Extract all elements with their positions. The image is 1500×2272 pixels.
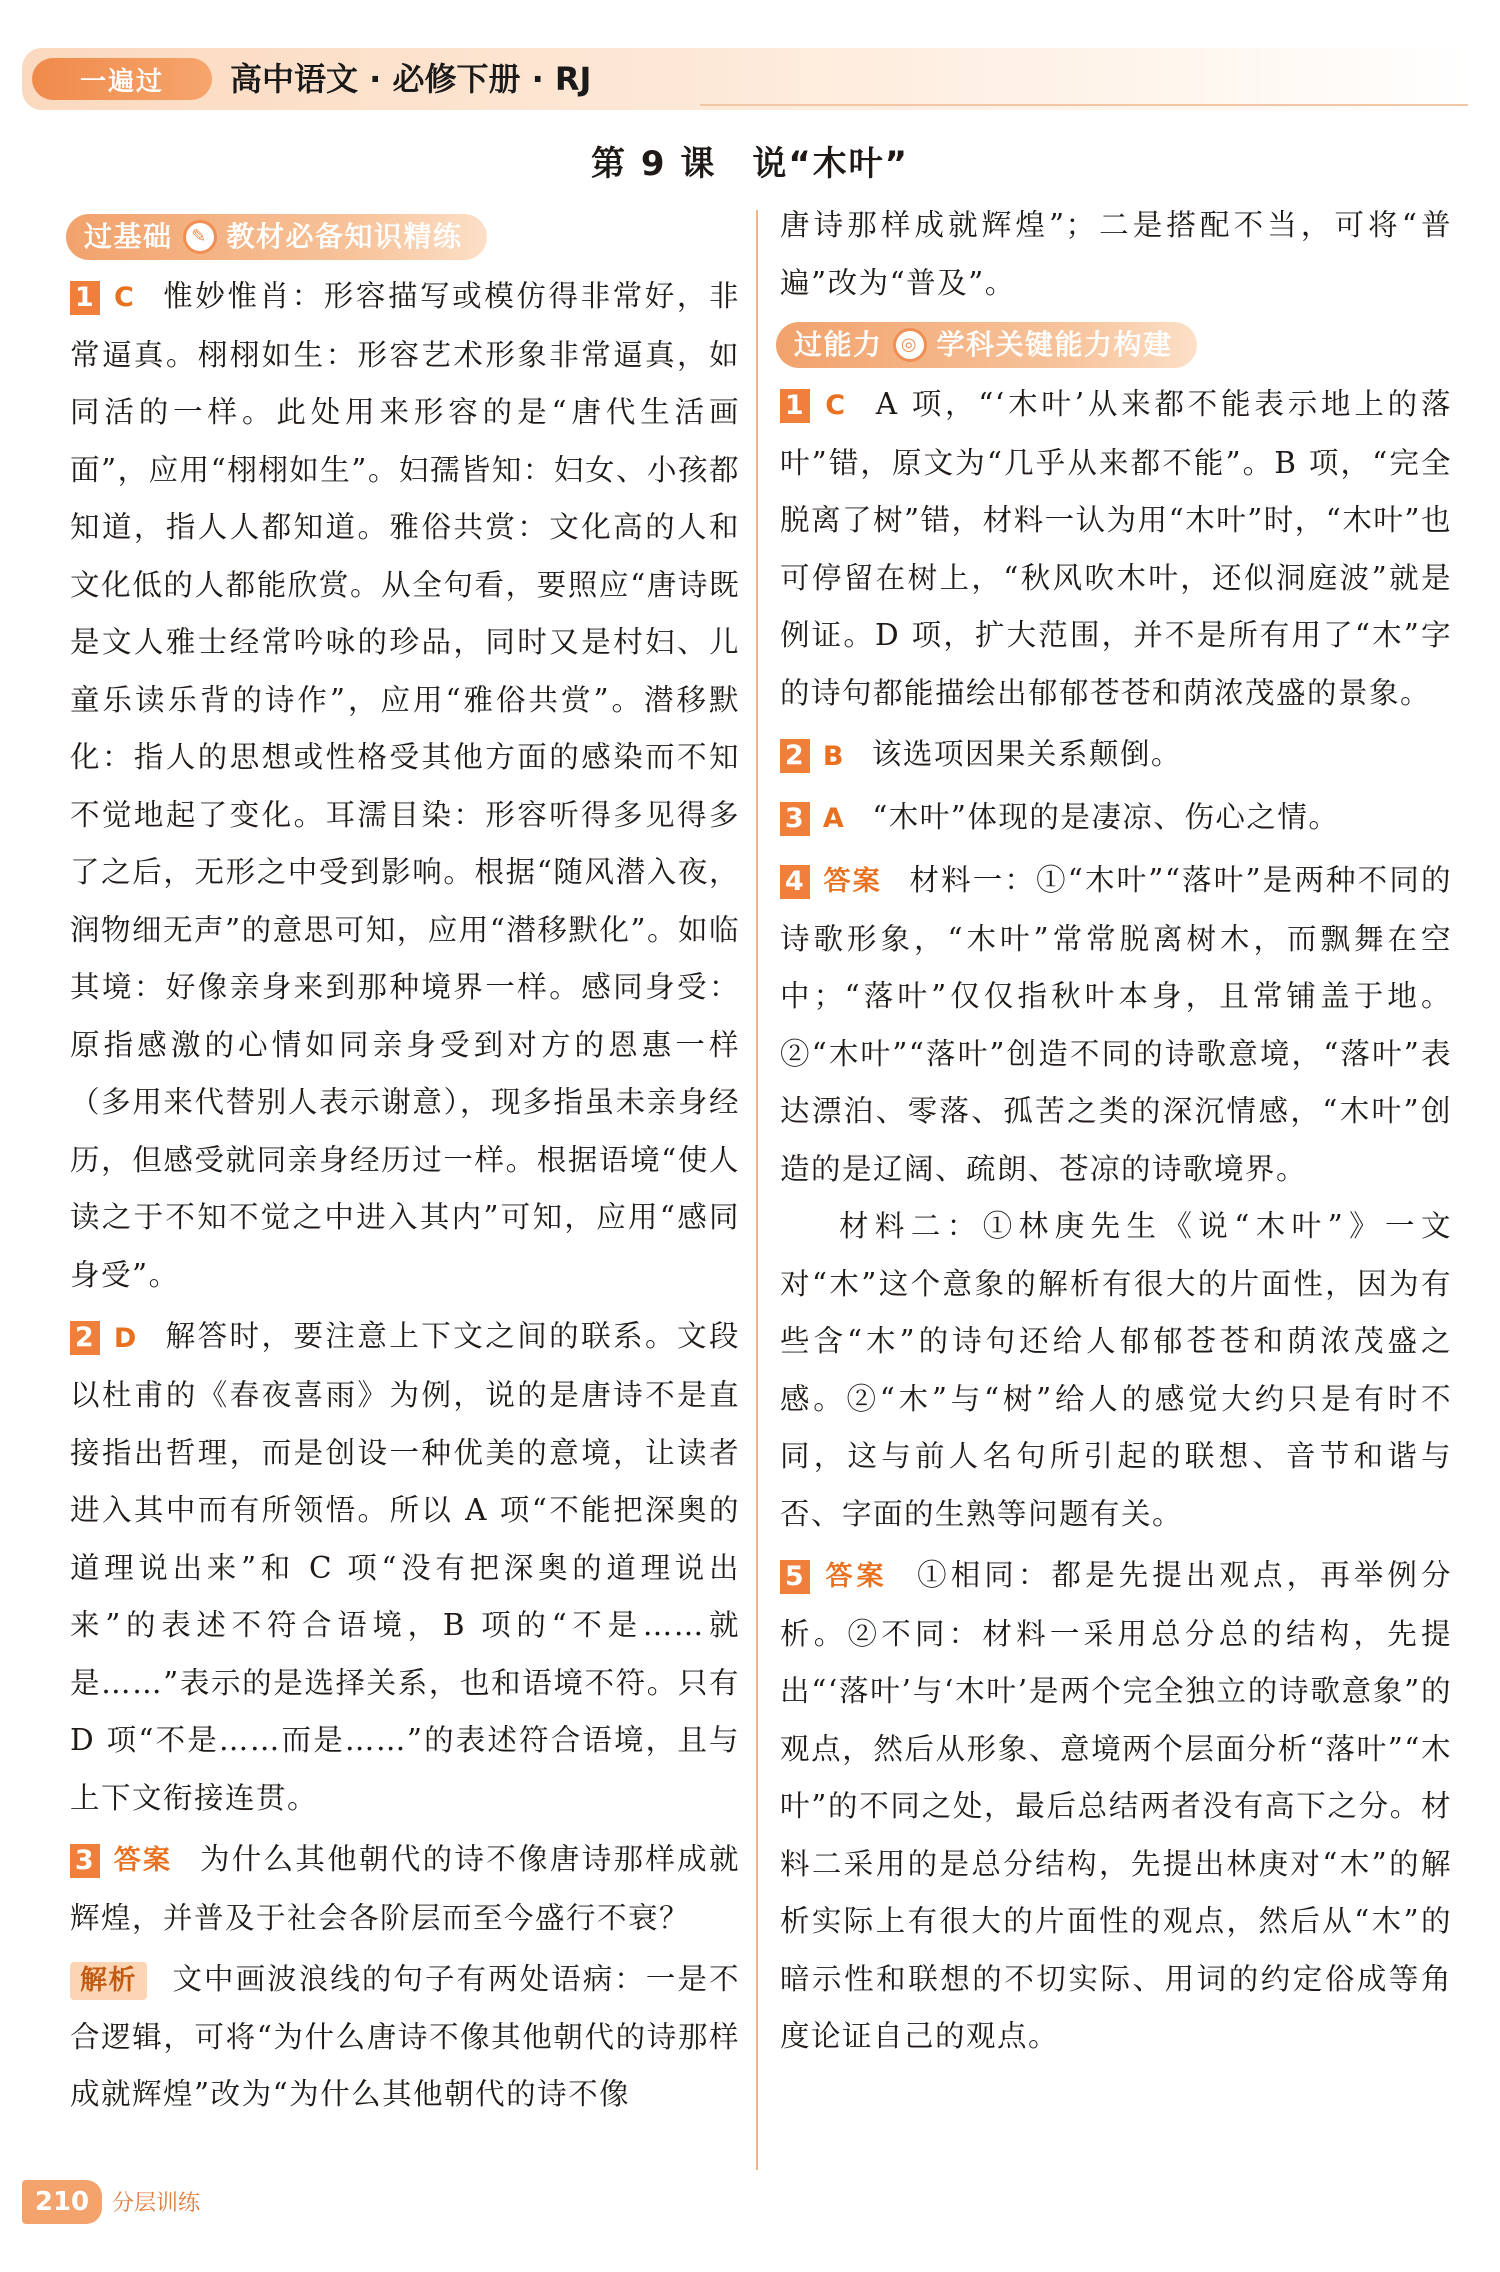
lesson-title: 第 9 课 说“木叶” [590,144,910,184]
banner-subtitle: 学科关键能力构建 [936,328,1173,362]
question-1 [780,376,1452,722]
answer-label: 答案 [825,1561,888,1593]
banner-subtitle: 教材必备知识精练 [226,220,463,254]
section-banner-ability [776,322,1197,368]
question-4 [780,852,1452,1198]
explanation-text: 解答时，要注意上下文之间的联系。文段以杜甫的《春夜喜雨》为例，说的是唐诗不是直接指出哲理，而是创设一种优美的意境，让读者进入其中而有所领悟。所以 A 项“不能把深奥的道理说出来”和 C 项“没有把深奥的道理说出来”的表述不符合语境，B 项的“不是……就是……”表示的是选择关系，也和语境不符。只有 D 项“不是……而是……”的表述符合语境，且与上下文衔接连贯。 [70,1319,740,1815]
question-3 [780,789,1452,848]
target-icon: ◎ [893,328,927,362]
explanation-text: “木叶”体现的是凄凉、伤心之情。 [872,800,1340,834]
question-2 [70,1308,740,1827]
question-number: 3 [70,1844,100,1878]
answer-key: B [822,740,845,772]
answer-key: D [113,1322,138,1354]
header-divider [700,104,1468,106]
answer-key: A [822,803,846,835]
column-divider [756,210,758,2170]
question-1 [70,268,740,1304]
explanation-text: 惟妙惟肖：形容描写或模仿得非常好，非常逼真。栩栩如生：形容艺术形象非常逼真，如同活的一样。此处用来形容的是“唐代生活画面”，应用“栩栩如生”。妇孺皆知：妇女、小孩都知道，指人人都知道。雅俗共赏：文化高的人和文化低的人都能欣赏。从全句看，要照应“唐诗既是文人雅士经常吟咏的珍品，同时又是村妇、儿童乐读乐背的诗作”，应用“雅俗共赏”。潜移默化：指人的思想或性格受其他方面的感染而不知不觉地起了变化。耳濡目染：形容听得多见得多了之后，无形之中受到影响。根据“随风潜入夜，润物细无声”的意思可知，应用“潜移默化”。如临其境：好像亲身来到那种境界一样。感同身受：原指感激的心情如同亲身受到对方的恩惠一样（多用来代替别人表示谢意），现多指虽未亲身经历，但感受就同亲身经历过一样。根据语境“使人读之于不知不觉之中进入其内”可知，应用“感同身受”。 [70,279,740,1292]
right-column [780,197,1452,2066]
question-number: 2 [780,739,810,773]
answer-key: C [825,390,847,422]
answer-text: 为什么其他朝代的诗不像唐诗那样成就辉煌，并普及于社会各阶层而至今盛行不衰？ [70,1842,740,1935]
brand-logo: 一遍过 [32,58,212,100]
banner-label: 过基础 [84,220,173,254]
explanation-text: 该选项因果关系颠倒。 [871,737,1182,772]
question-number: 1 [70,281,100,315]
question-number: 4 [780,865,810,899]
book-title: 高中语文 · 必修下册 · RJ [230,60,592,98]
answer-label: 答案 [113,1845,173,1877]
analysis-text: 文中画波浪线的句子有两处语病：一是不合逻辑，可将“为什么唐诗不像其他朝代的诗那样成就辉煌”改为“为什么其他朝代的诗不像 [70,1962,740,2112]
explanation-text: A 项，“‘木叶’从来都不能表示地上的落叶”错，原文为“几乎从来都不能”。B 项，“完全脱离了树”错，材料一认为用“木叶”时，“木叶”也可停留在树上，“秋风吹木叶，还似洞庭波”就是例证。D 项，扩大范围，并不是所有用了“木”字的诗句都能描绘出郁郁苍苍和荫浓茂盛的景象。 [780,387,1452,710]
banner-label: 过能力 [794,328,883,362]
analysis-continuation: 唐诗那样成就辉煌”；二是搭配不当，可将“普遍”改为“普及”。 [780,208,1452,300]
answer-text-material-2: 材料二：①林庚先生《说“木叶”》一文对“木”这个意象的解析有很大的片面性，因为有些含“木”的诗句还给人郁郁苍苍和荫浓茂盛之感。②“木”与“树”给人的感觉大约只是有时不同，这与前人名句所引起的联想、音节和谐与否、字面的生熟等问题有关。 [780,1209,1452,1531]
left-column [70,206,740,2124]
analysis-label: 解析 [70,1962,147,2000]
footer-label: 分层训练 [112,2191,201,2216]
question-number: 3 [780,802,810,836]
section-banner-basics [66,214,487,260]
answer-text-material-1: 材料一：①“木叶”“落叶”是两种不同的诗歌形象，“木叶”常常脱离树木，而飘舞在空中；“落叶”仅仅指秋叶本身，且常铺盖于地。②“木叶”“落叶”创造不同的诗歌意境，“落叶”表达漂泊、零落、孤苦之类的深沉情感，“木叶”创造的是辽阔、疏朗、苍凉的诗歌境界。 [780,862,1452,1186]
page-number: 210 [22,2180,102,2224]
question-2 [780,726,1452,785]
book-icon: ✎ [183,220,217,254]
question-5 [780,1547,1452,2066]
header-bar [22,48,1470,110]
question-number: 5 [780,1560,810,1594]
answer-text: ①相同：都是先提出观点，再举例分析。②不同：材料一采用总分总的结构，先提出“‘落叶’与‘木叶’是两个完全独立的诗歌意象”的观点，然后从形象、意境两个层面分析“落叶”“木叶”的不同之处，最后总结两者没有高下之分。材料二采用的是总分结构，先提出林庚对“木”的解析实际上有很大的片面性的观点，然后从“木”的暗示性和联想的不切实际、用词的约定俗成等角度论证自己的观点。 [780,1558,1452,2054]
question-number: 1 [780,389,810,423]
answer-label: 答案 [823,866,882,897]
analysis [70,1951,740,2124]
question-number: 2 [70,1321,100,1355]
answer-key: C [113,282,136,314]
question-3 [70,1831,740,1947]
